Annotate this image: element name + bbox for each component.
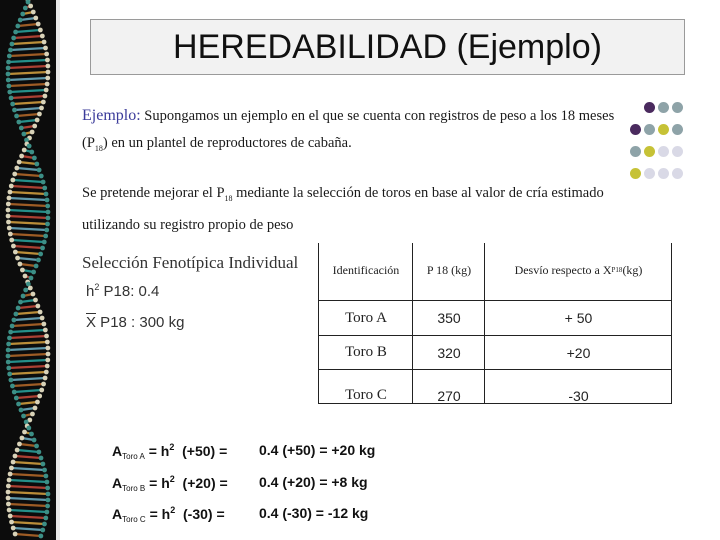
intro-text-1: Supongamos un ejemplo en el que se cuenta con registros de peso a los 18 meses xyxy=(144,108,615,124)
table-border-left xyxy=(318,243,319,404)
decorative-dot xyxy=(630,124,641,135)
page-title: HEREDABILIDAD (Ejemplo) xyxy=(173,27,602,66)
row-3-p18: 270 xyxy=(437,387,461,404)
eq-a-sup: 2 xyxy=(169,442,175,452)
intro-line-1 xyxy=(82,103,627,129)
header-desvio-sub: P18 xyxy=(611,266,623,274)
title-box xyxy=(90,19,685,75)
eq-a-mid: = h xyxy=(144,443,170,459)
decorative-dots xyxy=(630,102,720,188)
eq-c-mid: = h xyxy=(145,506,171,522)
row-3-desvio: -30 xyxy=(568,387,589,404)
row-1-name: Toro A xyxy=(345,309,387,326)
h2-text: P18: 0.4 xyxy=(99,283,160,300)
decorative-dot xyxy=(658,102,669,113)
eq-b-sup: 2 xyxy=(169,474,175,484)
decorative-dot xyxy=(672,146,683,157)
bulls-table xyxy=(318,243,672,404)
decorative-dot xyxy=(658,124,669,135)
eq-b-sub: Toro B xyxy=(122,484,146,493)
table-border-right xyxy=(671,243,672,404)
intro-paragraph xyxy=(82,103,627,161)
goal-paragraph xyxy=(82,181,642,238)
table-divider-2 xyxy=(484,243,485,404)
intro-subscript: 18 xyxy=(94,144,103,153)
decorative-dot xyxy=(630,146,641,157)
decorative-dot xyxy=(672,168,683,179)
decorative-dot xyxy=(672,102,683,113)
row-2-name: Toro B xyxy=(345,344,387,360)
equation-toro-b xyxy=(112,474,368,493)
mean-text: P18 : 300 kg xyxy=(96,314,185,331)
xbar-symbol: $\overline{X}$ xyxy=(86,314,97,331)
intro-text-2b: ) en un plantel de reproductores de cabaña. xyxy=(102,135,352,151)
eq-b-letter: A xyxy=(112,475,123,491)
row-2-p18: 320 xyxy=(437,344,461,361)
row-2-desvio: +20 xyxy=(566,344,591,361)
eq-b-mid: = h xyxy=(145,475,170,491)
goal-line-2: utilizando su registro propio de peso xyxy=(82,217,294,233)
eq-c-result: 0.4 (-30) = -12 kg xyxy=(259,505,369,521)
header-p18: P 18 (kg) xyxy=(426,262,472,277)
h-letter: h xyxy=(86,283,95,300)
eq-a-sub: Toro A xyxy=(122,452,145,461)
eq-b-paren: (+20) = xyxy=(174,475,228,491)
intro-text-2a: (P xyxy=(82,135,95,151)
dna-decoration xyxy=(0,0,56,540)
equation-toro-a xyxy=(112,442,376,461)
eq-a-result: 0.4 (+50) = +20 kg xyxy=(259,442,376,458)
goal-text-1b: mediante la selección de toros en base al valor de cría estimado xyxy=(232,185,604,201)
example-label: Ejemplo: xyxy=(82,107,141,124)
heritability-value xyxy=(86,282,159,300)
dna-strip-edge xyxy=(56,0,60,540)
header-identificacion: Identificación xyxy=(332,262,400,277)
table-divider-1 xyxy=(412,243,413,404)
row-1-p18: 350 xyxy=(437,310,461,326)
intro-line-2 xyxy=(82,131,627,161)
decorative-dot xyxy=(644,102,655,113)
decorative-dot xyxy=(672,124,683,135)
eq-c-paren: (-30) = xyxy=(175,506,225,522)
goal-text-1a: Se pretende mejorar el P xyxy=(82,185,225,201)
header-desvio-unit: (kg) xyxy=(622,262,643,277)
header-desvio xyxy=(486,255,671,285)
decorative-dot xyxy=(630,168,641,179)
decorative-dot xyxy=(644,124,655,135)
decorative-dot xyxy=(658,168,669,179)
row-3-name: Toro C xyxy=(345,387,387,403)
decorative-dot xyxy=(644,146,655,157)
goal-line-1 xyxy=(82,181,642,211)
eq-a-letter: A xyxy=(112,443,123,459)
equation-toro-c xyxy=(112,505,369,524)
eq-c-sup: 2 xyxy=(170,505,176,515)
eq-c-letter: A xyxy=(112,506,123,522)
row-1-desvio: + 50 xyxy=(564,310,593,326)
eq-c-sub: Toro C xyxy=(122,515,146,524)
decorative-dot xyxy=(644,168,655,179)
header-desvio-text: Desvío respecto a X xyxy=(514,262,612,277)
mean-value xyxy=(86,314,184,331)
eq-b-result: 0.4 (+20) = +8 kg xyxy=(259,474,368,490)
eq-a-paren: (+50) = xyxy=(174,443,228,459)
decorative-dot xyxy=(658,146,669,157)
goal-subscript: 18 xyxy=(224,194,233,203)
dna-helix-image xyxy=(0,0,56,540)
selection-heading: Selección Fenotípica Individual xyxy=(82,253,299,272)
h-superscript: 2 xyxy=(94,282,100,292)
